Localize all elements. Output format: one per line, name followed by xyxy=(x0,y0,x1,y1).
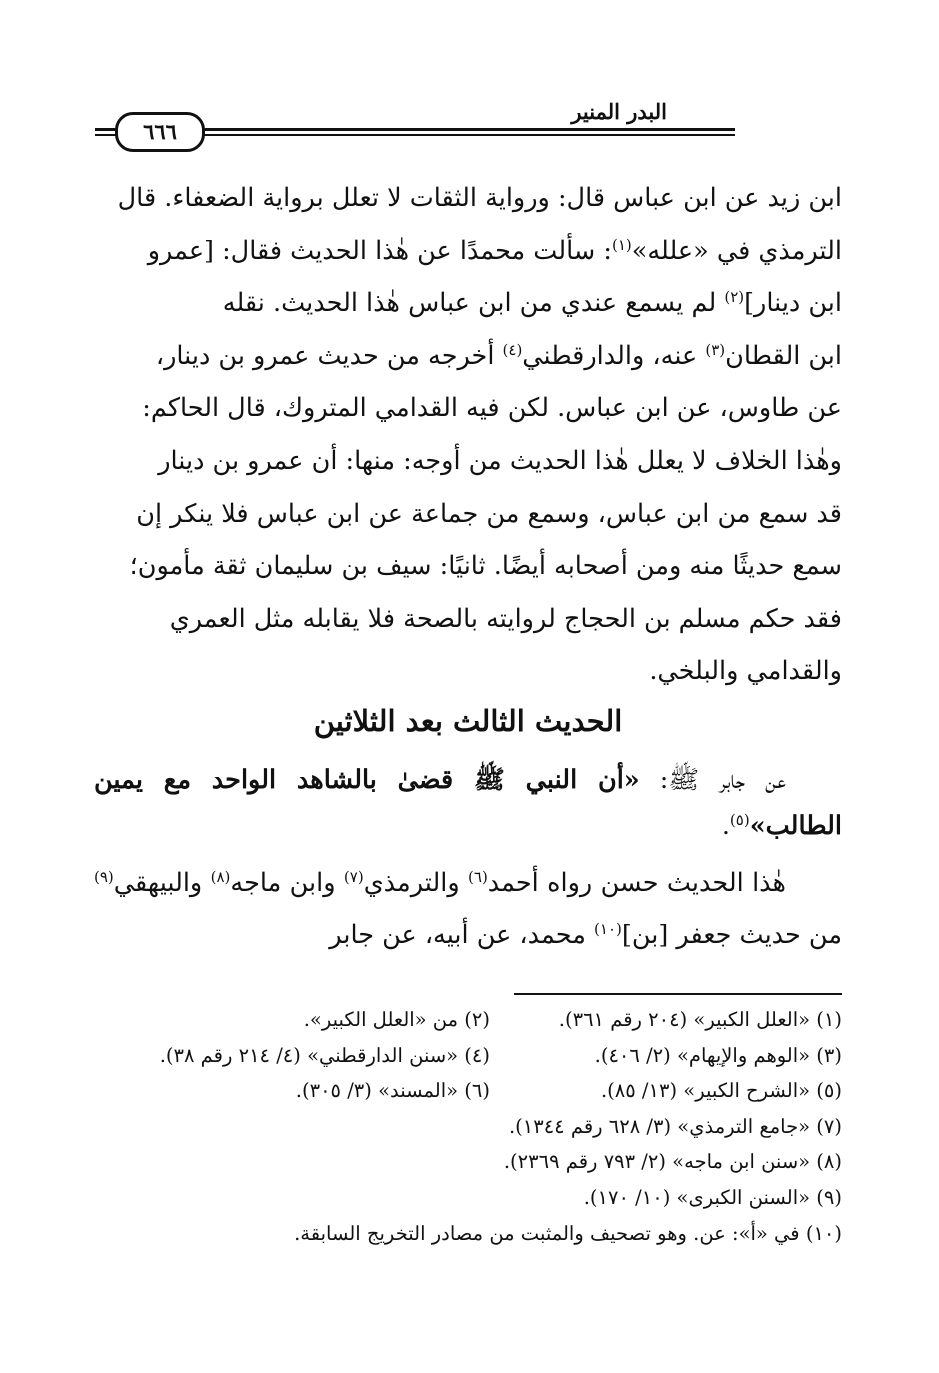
text-line: ابن زيد عن ابن عباس قال: ورواية الثقات لا تعلل برواية الضعفاء. قال xyxy=(117,183,842,213)
footnote: (١) «العلل الكبير» (٢٠٤ رقم ٣٦١). xyxy=(558,1008,842,1031)
footnote: (٨) «سنن ابن ماجه» (٢/ ٧٩٣ رقم ٢٣٦٩). xyxy=(503,1150,842,1174)
book-title: البدر المنير xyxy=(563,98,675,126)
text-line: ابن دينار]$^{(٢)}$ لم يسمع عندي من ابن عباس هٰذا الحديث. نقله xyxy=(222,288,842,319)
text-line: سمع حديثًا منه ومن أصحابه أيضًا. ثانيًا: سيف بن سليمان ثقة مأمون؛ xyxy=(129,551,842,582)
text-line: الترمذي في «علله»$^{(١)}$: سألت محمدًا عن هٰذا الحديث فقال: [عمرو xyxy=(147,235,842,266)
hadith-matn: «أن النبي ﷺ قضىٰ بالشاهد الواحد مع يمين الطالب» xyxy=(94,765,842,841)
hadith-paragraph: عن جابر ﷺ: «أن النبي ﷺ قضىٰ بالشاهد الواحد مع يمين الطالب»$^{(٥)}$. xyxy=(94,765,842,841)
footnote-separator xyxy=(514,993,842,995)
text-line: وهٰذا الخلاف لا يعلل هٰذا الحديث من أوجه: منها: أن عمرو بن دينار xyxy=(158,445,842,476)
footnote-ref: (٩) xyxy=(94,868,114,886)
footnote: (٣) «الوهم والإيهام» (٢/ ٤٠٦). xyxy=(594,1043,842,1067)
footnote-ref: (٨) xyxy=(210,868,231,886)
footnote: (٢) من «العلل الكبير». xyxy=(303,1008,490,1031)
page-number: ٦٦٦ xyxy=(115,112,205,152)
text-line: عن طاوس، عن ابن عباس. لكن فيه القدامي المتروك، قال الحاكم: xyxy=(142,393,842,424)
footnote: (٥) «الشرح الكبير» (١٣/ ٨٥). xyxy=(600,1079,842,1103)
footnote: (٩) «السنن الكبرى» (١٠/ ١٧٠). xyxy=(583,1185,842,1209)
footnote-ref: (٦) xyxy=(468,868,488,886)
footnotes xyxy=(94,1002,842,1251)
footnote-ref: (٤) xyxy=(502,340,523,359)
footnote-ref: (٢) xyxy=(724,288,745,307)
footnote: (٦) «المسند» (٣/ ٣٠٥). xyxy=(295,1079,490,1103)
footnote-ref: (٧) xyxy=(343,868,364,886)
main-text xyxy=(94,172,842,698)
takhrij-paragraph: هٰذا الحديث حسن رواه أحمد$^{(٦)}$ والترمذي$^{(٧)}$ وابن ماجه$^{(٨)}$ والبيهقي$^{(٩)}$ من حديث جعفر [بن]$^{(١٠)}$ محمد، عن أبيه، عن جابر xyxy=(94,868,842,950)
text-line: قد سمع من ابن عباس، وسمع من جماعة عن ابن عباس فلا ينكر إن xyxy=(136,498,842,529)
footnote: (١٠) في «أ»: عن. وهو تصحيف والمثبت من مصادر التخريج السابقة. xyxy=(294,1221,842,1245)
footnote-ref: (١) xyxy=(611,235,632,254)
footnote: (٤) «سنن الدارقطني» (٤/ ٢١٤ رقم ٣٨). xyxy=(159,1043,490,1067)
footnote-ref: (١٠) xyxy=(594,920,622,938)
text-line: فقد حكم مسلم بن الحجاج لروايته بالصحة فلا يقابله مثل العمري xyxy=(169,603,842,634)
section-heading: الحديث الثالث بعد الثلاثين xyxy=(313,704,623,738)
footnote-ref: (٥) xyxy=(729,811,750,829)
hadith-text xyxy=(94,757,842,961)
running-header xyxy=(95,98,845,158)
footnote-ref: (٣) xyxy=(705,340,726,359)
text-line: والقدامي والبلخي. xyxy=(649,656,842,687)
text-line: ابن القطان$^{(٣)}$ عنه، والدارقطني$^{(٤)}$ أخرجه من حديث عمرو بن دينار، xyxy=(155,340,842,371)
footnote: (٧) «جامع الترمذي» (٣/ ٦٢٨ رقم ١٣٤٤). xyxy=(508,1114,842,1138)
